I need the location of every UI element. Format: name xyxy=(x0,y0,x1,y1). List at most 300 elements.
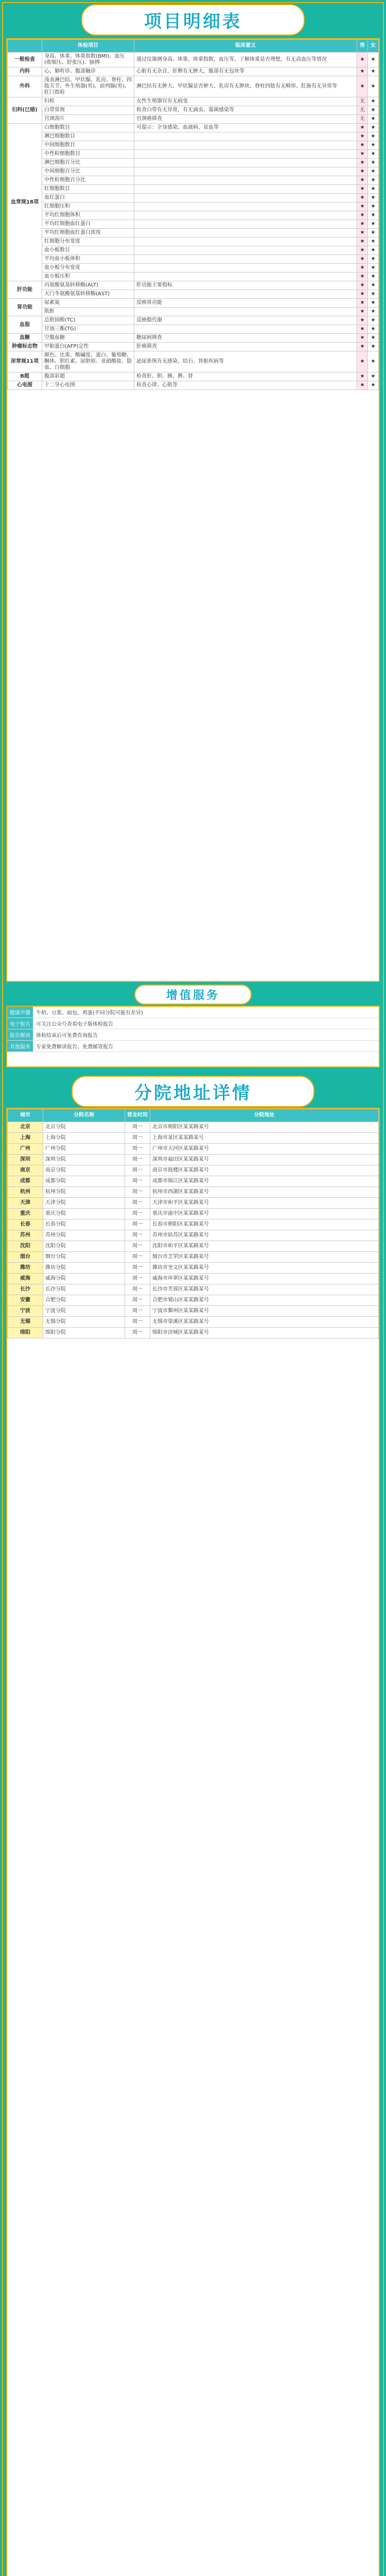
item-name: 平均红细胞体积 xyxy=(42,211,134,220)
item-group: 内科 xyxy=(8,67,42,76)
item-name: 腹部彩超 xyxy=(42,372,134,381)
item-row xyxy=(8,316,379,325)
item-meaning: 肝癌筛查 xyxy=(134,343,357,351)
branch-city: 安徽 xyxy=(8,1295,43,1306)
item-name: 平均血小板体积 xyxy=(42,255,134,264)
item-row xyxy=(8,97,379,106)
item-male-mark: ★ xyxy=(357,67,368,76)
branch-name: 天津分院 xyxy=(43,1198,125,1209)
branch-hours: 周一 xyxy=(125,1219,150,1230)
branch-city: 杭州 xyxy=(8,1187,43,1198)
item-male-mark: ★ xyxy=(357,334,368,343)
branch-hours: 周一 xyxy=(125,1165,150,1176)
item-male-mark: ★ xyxy=(357,246,368,255)
branch-name: 绵阳分院 xyxy=(43,1328,125,1338)
branch-hours: 周一 xyxy=(125,1306,150,1317)
item-row xyxy=(8,255,379,264)
extra-row xyxy=(7,1018,379,1029)
item-group: 肿瘤标志物 xyxy=(8,343,42,351)
branch-address: 深圳市福田区某某路某号 xyxy=(150,1155,379,1165)
item-row xyxy=(8,202,379,211)
branch-row xyxy=(8,1155,379,1165)
item-group: 尿常规11项 xyxy=(8,351,42,372)
branch-header-city: 城市 xyxy=(8,1109,43,1122)
branch-hours: 周一 xyxy=(125,1198,150,1209)
branch-hours: 周一 xyxy=(125,1241,150,1252)
branch-address: 南京市鼓楼区某某路某号 xyxy=(150,1165,379,1176)
branch-city: 宁波 xyxy=(8,1306,43,1317)
branch-city: 成都 xyxy=(8,1176,43,1187)
item-female-mark: ★ xyxy=(368,76,379,97)
branch-city: 烟台 xyxy=(8,1252,43,1263)
item-female-mark: ★ xyxy=(368,141,379,150)
item-name: 中性粒细胞百分比 xyxy=(42,176,134,185)
item-female-mark: ★ xyxy=(368,132,379,141)
branch-address: 长沙市芙蓉区某某路某号 xyxy=(150,1284,379,1295)
branch-hours: 周一 xyxy=(125,1263,150,1274)
branch-address: 北京市朝阳区某某路某号 xyxy=(150,1122,379,1133)
item-female-mark: ★ xyxy=(368,273,379,281)
branch-row xyxy=(8,1252,379,1263)
extra-row xyxy=(7,1007,379,1018)
item-group: B超 xyxy=(8,372,42,381)
branch-name: 成都分院 xyxy=(43,1176,125,1187)
branches-table xyxy=(7,1109,379,1338)
item-name: 尿素氮 xyxy=(42,299,134,308)
branch-name: 烟台分院 xyxy=(43,1252,125,1263)
branch-city: 苏州 xyxy=(8,1230,43,1241)
item-meaning: 反映肾功能 xyxy=(134,299,357,308)
branch-name: 无锡分院 xyxy=(43,1317,125,1328)
item-name: 甘油三酯(TG) xyxy=(42,325,134,334)
item-female-mark: ★ xyxy=(368,246,379,255)
item-female-mark: ★ xyxy=(368,343,379,351)
item-male-mark: ★ xyxy=(357,211,368,220)
item-meaning xyxy=(134,150,357,159)
item-female-mark: ★ xyxy=(368,381,379,390)
branch-name: 深圳分院 xyxy=(43,1155,125,1165)
item-male-mark: ★ xyxy=(357,229,368,238)
item-meaning: 女性生殖器官有无病变 xyxy=(134,97,357,106)
branch-name: 广州分院 xyxy=(43,1144,125,1155)
extra-row xyxy=(7,1029,379,1041)
extra-text: 牛奶、豆浆、面包、鸡蛋(不同分院可能有差异) xyxy=(36,1010,143,1016)
item-female-mark: ★ xyxy=(368,334,379,343)
branch-row xyxy=(8,1263,379,1274)
item-name: 中性粒细胞数目 xyxy=(42,150,134,159)
item-male-mark: ★ xyxy=(357,194,368,202)
item-name: 红细胞数目 xyxy=(42,185,134,194)
item-name: 白带常规 xyxy=(42,106,134,115)
branch-name: 上海分院 xyxy=(43,1133,125,1144)
branch-city: 深圳 xyxy=(8,1155,43,1165)
branches-table-header xyxy=(8,1109,379,1122)
item-female-mark: ★ xyxy=(368,238,379,246)
item-row xyxy=(8,124,379,132)
item-female-mark: ★ xyxy=(368,202,379,211)
items-table xyxy=(7,39,379,390)
branch-row xyxy=(8,1198,379,1209)
item-female-mark: ★ xyxy=(368,167,379,176)
item-meaning xyxy=(134,220,357,229)
branch-row xyxy=(8,1187,379,1198)
item-male-mark: ★ xyxy=(357,273,368,281)
item-row xyxy=(8,159,379,167)
item-male-mark: ★ xyxy=(357,150,368,159)
branch-hours: 周一 xyxy=(125,1328,150,1338)
branch-hours: 周一 xyxy=(125,1176,150,1187)
branch-name: 长春分院 xyxy=(43,1219,125,1230)
item-male-mark: ★ xyxy=(357,255,368,264)
item-male-mark: ★ xyxy=(357,76,368,97)
item-group: 妇科(已婚) xyxy=(8,97,42,124)
branch-name: 北京分院 xyxy=(43,1122,125,1133)
item-row xyxy=(8,343,379,351)
item-name: 心、肺听诊、腹部触诊 xyxy=(42,67,134,76)
item-meaning: 宫颈癌筛查 xyxy=(134,115,357,124)
branch-address: 重庆市渝中区某某路某号 xyxy=(150,1209,379,1219)
item-meaning: 通过仪器测身高、体重、体重指数，血压等，了解体重是否理想，有无高血压等情况 xyxy=(134,53,357,67)
item-group: 血脂 xyxy=(8,316,42,334)
branch-city: 广州 xyxy=(8,1144,43,1155)
branch-city: 北京 xyxy=(8,1122,43,1133)
item-name: 血小板压积 xyxy=(42,273,134,281)
item-female-mark: ★ xyxy=(368,124,379,132)
header-female: 女 xyxy=(368,40,379,53)
branch-header-addr: 分院地址 xyxy=(150,1109,379,1122)
branch-hours: 周一 xyxy=(125,1144,150,1155)
item-meaning: 可提示：全身感染、血液病、贫血等 xyxy=(134,124,357,132)
item-meaning xyxy=(134,308,357,316)
branch-row xyxy=(8,1219,379,1230)
branch-city: 沈阳 xyxy=(8,1241,43,1252)
branches-panel xyxy=(6,1108,380,2576)
item-male-mark: ★ xyxy=(357,53,368,67)
extras-section-title xyxy=(0,984,386,1005)
item-row xyxy=(8,67,379,76)
item-male-mark: 无 xyxy=(357,115,368,124)
item-male-mark: ★ xyxy=(357,299,368,308)
branch-name: 重庆分院 xyxy=(43,1209,125,1219)
item-row xyxy=(8,264,379,273)
item-group: 心电图 xyxy=(8,381,42,390)
branch-name: 南京分院 xyxy=(43,1165,125,1176)
item-male-mark: ★ xyxy=(357,281,368,290)
extra-label: 健康早餐 xyxy=(7,1007,33,1018)
branch-hours: 周一 xyxy=(125,1317,150,1328)
item-row xyxy=(8,351,379,372)
items-panel xyxy=(6,38,380,982)
item-male-mark: ★ xyxy=(357,238,368,246)
branch-address: 上海市某区某某路某号 xyxy=(150,1133,379,1144)
branch-row xyxy=(8,1176,379,1187)
item-name: 红细胞压积 xyxy=(42,202,134,211)
branch-address: 天津市和平区某某路某号 xyxy=(150,1198,379,1209)
item-group: 血糖 xyxy=(8,334,42,343)
item-female-mark: ★ xyxy=(368,176,379,185)
item-meaning xyxy=(134,255,357,264)
branch-row xyxy=(8,1306,379,1317)
items-table-body xyxy=(8,53,379,390)
branch-row xyxy=(8,1133,379,1144)
branch-city: 绵阳 xyxy=(8,1328,43,1338)
item-row xyxy=(8,246,379,255)
item-male-mark: ★ xyxy=(357,372,368,381)
branch-name: 长沙分院 xyxy=(43,1284,125,1295)
item-name: 十二导心电图 xyxy=(42,381,134,390)
branch-address: 长春市朝阳区某某路某号 xyxy=(150,1219,379,1230)
item-female-mark: ★ xyxy=(368,106,379,115)
branch-name: 合肥分院 xyxy=(43,1295,125,1306)
branch-row xyxy=(8,1317,379,1328)
branch-hours: 周一 xyxy=(125,1187,150,1198)
items-table-header xyxy=(8,40,379,53)
branches-table-body xyxy=(8,1122,379,1338)
item-meaning: 心脏有无杂音，肝脾有无肿大，腹部有无包块等 xyxy=(134,67,357,76)
item-name: 红细胞分布宽度 xyxy=(42,238,134,246)
extra-text: 可关注公众号查看电子版体检报告 xyxy=(36,1022,113,1027)
item-row xyxy=(8,308,379,316)
item-male-mark: 无 xyxy=(357,97,368,106)
item-group: 血常规18项 xyxy=(8,124,42,281)
item-row xyxy=(8,220,379,229)
item-male-mark: ★ xyxy=(357,316,368,325)
branch-city: 南京 xyxy=(8,1165,43,1176)
item-name: 血红蛋白 xyxy=(42,194,134,202)
item-meaning: 检查心律、心肌等 xyxy=(134,381,357,390)
item-row xyxy=(8,176,379,185)
item-female-mark: ★ xyxy=(368,220,379,229)
item-name: 淋巴细胞数目 xyxy=(42,132,134,141)
item-row xyxy=(8,141,379,150)
item-male-mark: ★ xyxy=(357,124,368,132)
item-row xyxy=(8,150,379,159)
item-meaning: 肝功能主要指标 xyxy=(134,281,357,290)
branch-name: 威海分院 xyxy=(43,1274,125,1284)
header-item: 体检项目 xyxy=(42,40,134,53)
branch-address: 广州市天河区某某路某号 xyxy=(150,1144,379,1155)
item-meaning: 检查白带有无异常，有无滴虫、霉菌感染等 xyxy=(134,106,357,115)
item-name: 空腹血糖 xyxy=(42,334,134,343)
item-row xyxy=(8,372,379,381)
extra-row xyxy=(7,1041,379,1052)
items-section-title xyxy=(0,5,386,34)
item-female-mark: ★ xyxy=(368,290,379,299)
item-name: 总胆固醇(TC) xyxy=(42,316,134,325)
item-name: 中间细胞数目 xyxy=(42,141,134,150)
item-meaning xyxy=(134,325,357,334)
item-row xyxy=(8,194,379,202)
branch-hours: 周一 xyxy=(125,1133,150,1144)
branch-header-name: 分院名称 xyxy=(43,1109,125,1122)
branch-hours: 周一 xyxy=(125,1274,150,1284)
item-meaning xyxy=(134,167,357,176)
branch-row xyxy=(8,1144,379,1155)
item-male-mark: 无 xyxy=(357,106,368,115)
item-meaning: 糖尿病筛查 xyxy=(134,334,357,343)
item-female-mark: ★ xyxy=(368,211,379,220)
branch-name: 苏州分院 xyxy=(43,1230,125,1241)
item-female-mark: ★ xyxy=(368,194,379,202)
item-group: 肝功能 xyxy=(8,281,42,299)
branch-address: 烟台市芝罘区某某路某号 xyxy=(150,1252,379,1263)
branch-address: 杭州市西湖区某某路某号 xyxy=(150,1187,379,1198)
branch-row xyxy=(8,1209,379,1219)
item-meaning: 淋巴结有无肿大、甲状腺是否肿大、乳房有无肿块、脊柱四肢有无畸形、肛肠有无异常等 xyxy=(134,76,357,97)
item-meaning xyxy=(134,176,357,185)
extra-label: 其他服务 xyxy=(7,1041,33,1052)
item-meaning xyxy=(134,159,357,167)
item-name: 淋巴细胞百分比 xyxy=(42,159,134,167)
item-row xyxy=(8,325,379,334)
item-name: 白细胞数目 xyxy=(42,124,134,132)
item-male-mark: ★ xyxy=(357,132,368,141)
item-name: 丙氨酸氨基转移酶(ALT) xyxy=(42,281,134,290)
item-male-mark: ★ xyxy=(357,325,368,334)
item-male-mark: ★ xyxy=(357,176,368,185)
branch-row xyxy=(8,1295,379,1306)
item-meaning: 检查肝、胆、胰、脾、肾 xyxy=(134,372,357,381)
branch-city: 无锡 xyxy=(8,1317,43,1328)
item-meaning xyxy=(134,202,357,211)
header-group xyxy=(8,40,42,53)
item-female-mark: ★ xyxy=(368,159,379,167)
item-male-mark: ★ xyxy=(357,381,368,390)
item-female-mark: ★ xyxy=(368,255,379,264)
header-male: 男 xyxy=(357,40,368,53)
branch-city: 潍坊 xyxy=(8,1263,43,1274)
item-meaning xyxy=(134,194,357,202)
branch-row xyxy=(8,1230,379,1241)
item-name: 平均红细胞血红蛋白浓度 xyxy=(42,229,134,238)
item-row xyxy=(8,229,379,238)
branch-address: 宁波市鄞州区某某路某号 xyxy=(150,1306,379,1317)
branch-address: 绵阳市涪城区某某路某号 xyxy=(150,1328,379,1338)
branch-city: 威海 xyxy=(8,1274,43,1284)
branch-city: 长沙 xyxy=(8,1284,43,1295)
item-meaning xyxy=(134,211,357,220)
item-group: 外科 xyxy=(8,76,42,97)
extra-text: 体检结束后可免费咨询报告 xyxy=(36,1033,98,1039)
branch-address: 威海市环翠区某某路某号 xyxy=(150,1274,379,1284)
item-female-mark: ★ xyxy=(368,372,379,381)
branch-hours: 周一 xyxy=(125,1295,150,1306)
item-male-mark: ★ xyxy=(357,202,368,211)
branch-row xyxy=(8,1328,379,1338)
item-name: 天门冬氨酸氨基转移酶(AST) xyxy=(42,290,134,299)
item-male-mark: ★ xyxy=(357,167,368,176)
item-female-mark: ★ xyxy=(368,97,379,106)
item-meaning xyxy=(134,273,357,281)
item-male-mark: ★ xyxy=(357,290,368,299)
branch-row xyxy=(8,1241,379,1252)
item-male-mark: ★ xyxy=(357,141,368,150)
branch-hours: 周一 xyxy=(125,1155,150,1165)
branch-address: 成都市锦江区某某路某号 xyxy=(150,1176,379,1187)
item-row xyxy=(8,211,379,220)
item-female-mark: ★ xyxy=(368,281,379,290)
item-row xyxy=(8,115,379,124)
item-meaning: 反映脂代谢 xyxy=(134,316,357,325)
item-row xyxy=(8,281,379,290)
item-group: 一般检查 xyxy=(8,53,42,67)
item-meaning: 泌尿系统有无感染、结石、肾脏疾病等 xyxy=(134,351,357,372)
header-meaning: 临床意义 xyxy=(134,40,357,53)
item-name: 身高、体重、体重指数(BMI)、血压(收缩压、舒张压)、脉搏 xyxy=(42,53,134,67)
item-female-mark: ★ xyxy=(368,53,379,67)
item-female-mark: ★ xyxy=(368,299,379,308)
branch-row xyxy=(8,1165,379,1176)
item-male-mark: ★ xyxy=(357,308,368,316)
item-name: 甲胎蛋白(AFP)定性 xyxy=(42,343,134,351)
item-name: 妇检 xyxy=(42,97,134,106)
branch-name: 宁波分院 xyxy=(43,1306,125,1317)
branches-title: 分院地址详情 xyxy=(72,1076,314,1107)
item-female-mark: ★ xyxy=(368,229,379,238)
branch-address: 无锡市梁溪区某某路某号 xyxy=(150,1317,379,1328)
branch-hours: 周一 xyxy=(125,1252,150,1263)
item-meaning xyxy=(134,264,357,273)
item-male-mark: ★ xyxy=(357,159,368,167)
item-name: 宫颈刮片 xyxy=(42,115,134,124)
item-row xyxy=(8,53,379,67)
item-meaning xyxy=(134,246,357,255)
item-female-mark: ★ xyxy=(368,115,379,124)
item-row xyxy=(8,334,379,343)
branch-address: 合肥市蜀山区某某路某号 xyxy=(150,1295,379,1306)
item-name: 血小板数目 xyxy=(42,246,134,255)
item-meaning xyxy=(134,229,357,238)
item-meaning xyxy=(134,238,357,246)
item-female-mark: ★ xyxy=(368,150,379,159)
item-row xyxy=(8,299,379,308)
item-row xyxy=(8,290,379,299)
branch-name: 杭州分院 xyxy=(43,1187,125,1198)
extra-text: 专家免费解读报告、免费邮寄报告 xyxy=(36,1044,113,1050)
branch-hours: 周一 xyxy=(125,1284,150,1295)
branch-hours: 周一 xyxy=(125,1209,150,1219)
extra-label: 电子报告 xyxy=(7,1018,33,1029)
branch-address: 沈阳市和平区某某路某号 xyxy=(150,1241,379,1252)
branch-hours: 周一 xyxy=(125,1230,150,1241)
extras-panel xyxy=(6,1006,380,1067)
item-row xyxy=(8,76,379,97)
item-name: 平均红细胞血红蛋白 xyxy=(42,220,134,229)
extra-label: 报告解读 xyxy=(7,1029,33,1040)
item-meaning xyxy=(134,290,357,299)
branch-address: 苏州市姑苏区某某路某号 xyxy=(150,1230,379,1241)
item-meaning xyxy=(134,185,357,194)
item-name: 中间细胞百分比 xyxy=(42,167,134,176)
item-row xyxy=(8,238,379,246)
item-row xyxy=(8,106,379,115)
branch-city: 重庆 xyxy=(8,1209,43,1219)
item-group: 肾功能 xyxy=(8,299,42,316)
item-row xyxy=(8,185,379,194)
item-female-mark: ★ xyxy=(368,67,379,76)
item-male-mark: ★ xyxy=(357,351,368,372)
branches-section-title xyxy=(0,1077,386,1106)
item-female-mark: ★ xyxy=(368,325,379,334)
item-meaning xyxy=(134,132,357,141)
item-row xyxy=(8,132,379,141)
branch-row xyxy=(8,1284,379,1295)
branch-row xyxy=(8,1274,379,1284)
branch-address: 潍坊市奎文区某某路某号 xyxy=(150,1263,379,1274)
item-name: 血小板分布宽度 xyxy=(42,264,134,273)
branch-city: 上海 xyxy=(8,1133,43,1144)
item-row xyxy=(8,273,379,281)
